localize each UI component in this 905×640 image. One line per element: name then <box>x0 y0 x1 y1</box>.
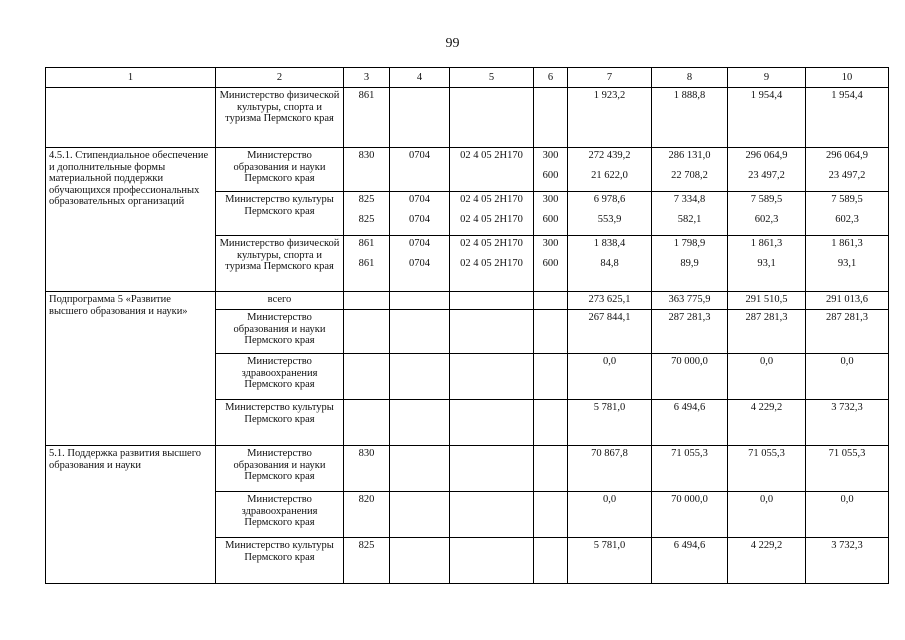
value-cell: 71 055,3 <box>806 446 889 492</box>
expense-type-value: 600 <box>542 169 559 181</box>
program-name-cell: 5.1. Поддержка развития высшего образования и науки <box>46 446 216 584</box>
budget-table <box>45 67 889 584</box>
value-cell <box>652 236 728 292</box>
value-cell: 267 844,1 <box>568 310 652 354</box>
header-cell: 8 <box>652 68 728 88</box>
org-cell: Министерство культуры Пермского края <box>216 538 344 584</box>
value: 21 622,0 <box>591 169 628 181</box>
value: 296 064,9 <box>745 150 788 161</box>
section-code-value: 0704 <box>409 194 430 205</box>
value-cell: 273 625,1 <box>568 292 652 310</box>
value-cell: 291 013,6 <box>806 292 889 310</box>
target-code-value: 02 4 05 2Н170 <box>460 257 523 269</box>
gov-code-value: 861 <box>358 257 375 269</box>
value-cell: 5 781,0 <box>568 538 652 584</box>
value-cell: 70 000,0 <box>652 354 728 400</box>
org-cell: Министерство образования и науки Пермского края <box>216 148 344 192</box>
value: 23 497,2 <box>828 169 866 181</box>
section-code-cell <box>390 446 450 492</box>
section-code-cell <box>390 400 450 446</box>
target-code-value: 02 4 05 2Н170 <box>460 213 523 225</box>
value-cell <box>806 192 889 236</box>
section-code-cell <box>390 310 450 354</box>
value-cell: 1 954,4 <box>806 88 889 148</box>
table-row <box>46 292 889 310</box>
target-code-cell <box>450 88 534 148</box>
section-code-cell <box>390 192 450 236</box>
org-cell: Министерство физической культуры, спорта и туризма Пермского края <box>216 88 344 148</box>
program-name-cell: 4.5.1. Стипендиальное обеспечение и дополнительные формы материальной поддержки обучающихся профессиональных образовательных организаций <box>46 148 216 292</box>
gov-code-cell <box>344 400 390 446</box>
expense-type-value: 300 <box>542 238 559 249</box>
expense-type-value: 300 <box>542 194 559 205</box>
value: 602,3 <box>835 213 859 225</box>
expense-type-cell <box>534 192 568 236</box>
gov-code-cell <box>344 354 390 400</box>
expense-type-cell <box>534 354 568 400</box>
expense-type-cell <box>534 292 568 310</box>
value-cell: 0,0 <box>806 492 889 538</box>
value: 286 131,0 <box>668 150 711 161</box>
value-cell: 287 281,3 <box>652 310 728 354</box>
program-name-cell: Подпрограмма 5 «Развитие высшего образования и науки» <box>46 292 216 446</box>
section-code-value: 0704 <box>409 213 430 225</box>
value-cell: 3 732,3 <box>806 538 889 584</box>
expense-type-cell <box>534 310 568 354</box>
page-number: 99 <box>445 36 460 51</box>
value: 6 978,6 <box>593 194 626 205</box>
value-cell: 0,0 <box>728 354 806 400</box>
value-cell: 71 055,3 <box>652 446 728 492</box>
gov-code-cell: 825 <box>344 538 390 584</box>
value-cell: 287 281,3 <box>728 310 806 354</box>
header-cell: 4 <box>390 68 450 88</box>
value: 23 497,2 <box>748 169 785 181</box>
target-code-cell <box>450 492 534 538</box>
section-code-cell <box>390 292 450 310</box>
section-code-cell: 0704 <box>390 148 450 192</box>
value: 22 708,2 <box>671 169 708 181</box>
value-cell: 71 055,3 <box>728 446 806 492</box>
value-cell <box>728 236 806 292</box>
section-code-cell <box>390 538 450 584</box>
org-cell: Министерство культуры Пермского края <box>216 400 344 446</box>
org-cell: Министерство культуры Пермского края <box>216 192 344 236</box>
value: 7 334,8 <box>673 194 706 205</box>
section-code-cell <box>390 88 450 148</box>
target-code-cell <box>450 192 534 236</box>
value-cell <box>652 192 728 236</box>
value-cell: 363 775,9 <box>652 292 728 310</box>
expense-type-value: 600 <box>542 257 559 269</box>
target-code-cell <box>450 292 534 310</box>
header-cell: 6 <box>534 68 568 88</box>
expense-type-cell <box>534 88 568 148</box>
target-code-cell <box>450 354 534 400</box>
gov-code-cell: 830 <box>344 148 390 192</box>
value: 1 861,3 <box>831 238 863 249</box>
value: 602,3 <box>754 213 779 225</box>
target-code-cell <box>450 538 534 584</box>
gov-code-value: 825 <box>358 213 375 225</box>
value-cell <box>568 236 652 292</box>
value: 7 589,5 <box>831 194 863 205</box>
table-row <box>46 446 889 492</box>
value-cell: 6 494,6 <box>652 400 728 446</box>
gov-code-cell <box>344 192 390 236</box>
value-cell: 1 923,2 <box>568 88 652 148</box>
header-cell: 9 <box>728 68 806 88</box>
value-cell: 6 494,6 <box>652 538 728 584</box>
value: 272 439,2 <box>588 150 631 161</box>
expense-type-cell <box>534 446 568 492</box>
expense-type-cell <box>534 538 568 584</box>
value-cell: 5 781,0 <box>568 400 652 446</box>
target-code-value: 02 4 05 2Н170 <box>460 194 523 205</box>
gov-code-cell: 861 <box>344 88 390 148</box>
target-code-cell: 02 4 05 2Н170 <box>450 148 534 192</box>
gov-code-cell <box>344 236 390 292</box>
value: 93,1 <box>837 257 857 269</box>
expense-type-value: 600 <box>542 213 559 225</box>
value-cell: 0,0 <box>568 492 652 538</box>
target-code-cell <box>450 400 534 446</box>
value-cell <box>728 192 806 236</box>
section-code-cell <box>390 492 450 538</box>
section-code-cell <box>390 236 450 292</box>
org-cell: Министерство здравоохранения Пермского края <box>216 492 344 538</box>
target-code-cell <box>450 446 534 492</box>
table-header-row <box>46 68 889 88</box>
header-cell: 1 <box>46 68 216 88</box>
gov-code-value: 825 <box>358 194 375 205</box>
gov-code-cell: 830 <box>344 446 390 492</box>
value-cell <box>568 192 652 236</box>
gov-code-value: 861 <box>358 238 375 249</box>
table-row <box>46 148 889 192</box>
section-code-cell <box>390 354 450 400</box>
value: 553,9 <box>597 213 622 225</box>
expense-type-value: 300 <box>542 150 559 161</box>
header-cell: 10 <box>806 68 889 88</box>
value-cell: 70 867,8 <box>568 446 652 492</box>
value: 1 838,4 <box>593 238 626 249</box>
gov-code-cell: 820 <box>344 492 390 538</box>
expense-type-cell <box>534 492 568 538</box>
value-cell: 1 888,8 <box>652 88 728 148</box>
header-cell: 7 <box>568 68 652 88</box>
value-cell: 1 954,4 <box>728 88 806 148</box>
table-row <box>46 88 889 148</box>
value-cell: 0,0 <box>728 492 806 538</box>
value-cell <box>728 148 806 192</box>
value-cell <box>806 236 889 292</box>
value-cell: 70 000,0 <box>652 492 728 538</box>
value: 1 861,3 <box>750 238 783 249</box>
org-cell: Министерство образования и науки Пермского края <box>216 446 344 492</box>
header-cell: 3 <box>344 68 390 88</box>
value-cell: 4 229,2 <box>728 538 806 584</box>
value: 84,8 <box>600 257 619 269</box>
org-cell: Министерство физической культуры, спорта и туризма Пермского края <box>216 236 344 292</box>
expense-type-cell <box>534 236 568 292</box>
section-code-value: 0704 <box>409 238 430 249</box>
section-code-value: 0704 <box>409 257 430 269</box>
org-cell: Министерство образования и науки Пермского края <box>216 310 344 354</box>
value-cell: 287 281,3 <box>806 310 889 354</box>
org-cell: Министерство здравоохранения Пермского края <box>216 354 344 400</box>
gov-code-cell <box>344 292 390 310</box>
value: 1 798,9 <box>673 238 706 249</box>
org-cell: всего <box>216 292 344 310</box>
target-code-value: 02 4 05 2Н170 <box>460 238 523 249</box>
gov-code-cell <box>344 310 390 354</box>
expense-type-cell <box>534 148 568 192</box>
value: 89,9 <box>680 257 699 269</box>
value-cell <box>652 148 728 192</box>
value-cell <box>806 148 889 192</box>
value-cell <box>568 148 652 192</box>
value-cell: 0,0 <box>568 354 652 400</box>
value-cell: 291 510,5 <box>728 292 806 310</box>
value: 582,1 <box>677 213 702 225</box>
header-cell: 5 <box>450 68 534 88</box>
program-name-cell <box>46 88 216 148</box>
target-code-cell <box>450 236 534 292</box>
target-code-cell <box>450 310 534 354</box>
value: 296 064,9 <box>826 150 868 161</box>
value: 93,1 <box>757 257 776 269</box>
header-cell: 2 <box>216 68 344 88</box>
value: 7 589,5 <box>750 194 783 205</box>
expense-type-cell <box>534 400 568 446</box>
value-cell: 3 732,3 <box>806 400 889 446</box>
value-cell: 4 229,2 <box>728 400 806 446</box>
value-cell: 0,0 <box>806 354 889 400</box>
